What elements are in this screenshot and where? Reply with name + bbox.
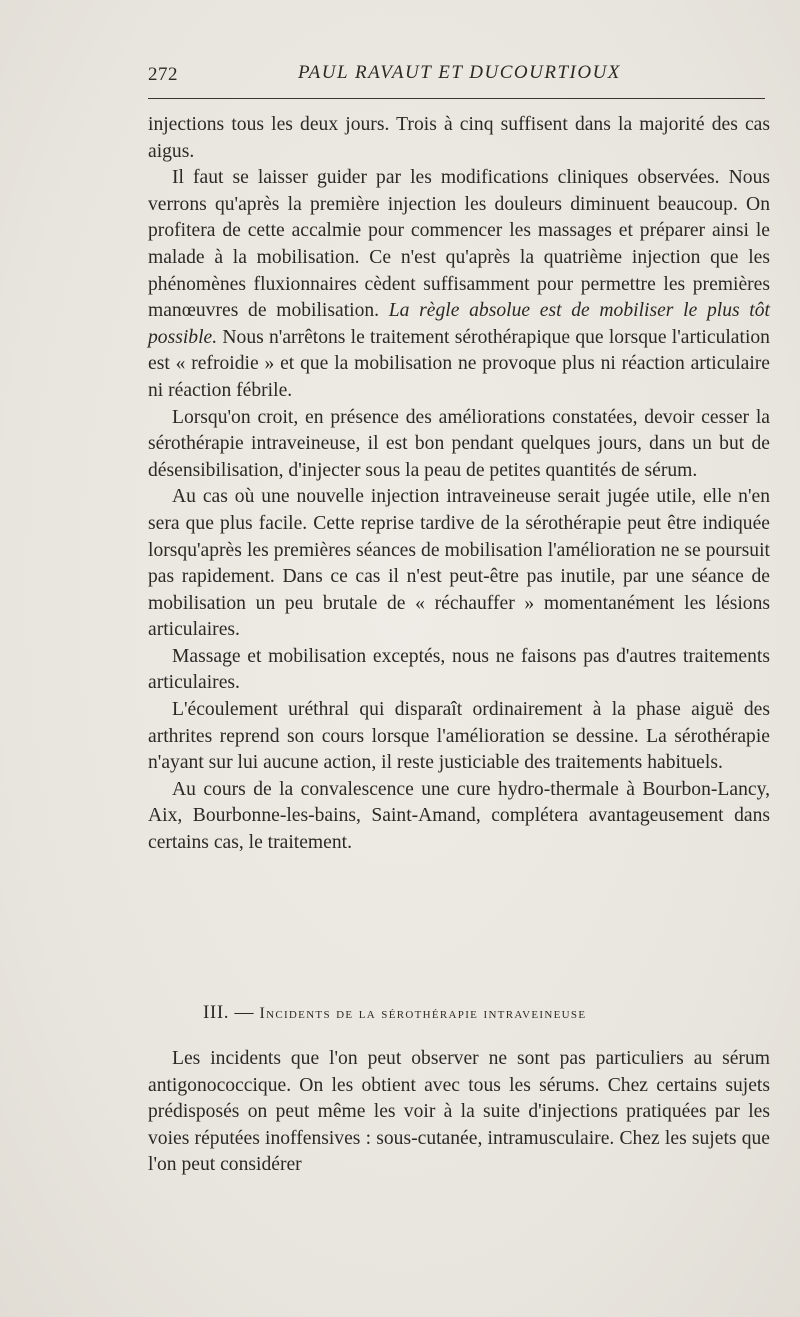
section-title: Incidents de la sérothérapie intraveineuse bbox=[259, 1005, 587, 1022]
emphasis-text: La règle absolue est de mobiliser le plus tôt possible. bbox=[148, 300, 770, 348]
section-heading bbox=[203, 1002, 763, 1024]
paragraph-text: Nous n'arrêtons le traitement sérothérapique que lorsque l'articulation est « refroidie » et que la mobilisation ne provoque plus ni réaction articulaire ni réaction fébrile. bbox=[148, 326, 770, 401]
page-number: 272 bbox=[148, 64, 178, 85]
paragraph-text: Il faut se laisser guider par les modifications cliniques observées. Nous verrons qu'après la première injection les douleurs diminuent beaucoup. On profitera de cette accalmie pour commencer les massages et préparer ainsi le malade à la mobilisation. Ce n'est qu'après la quatrième injection que les phénomènes fluxionnaires cèdent suffisamment pour permettre les premières manœuvres de mobilisation. bbox=[148, 167, 770, 322]
paragraph: Au cours de la convalescence une cure hydro-thermale à Bourbon-Lancy, Aix, Bourbonne-les-bains, Saint-Amand, complétera avantageusement dans certains cas, le traitement. bbox=[148, 778, 770, 854]
section-number: III. — bbox=[203, 1002, 255, 1023]
paragraph: L'écoulement uréthral qui disparaît ordinairement à la phase aiguë des arthrites reprend son cours lorsque l'amélioration se dessine. La sérothérapie n'ayant sur lui aucune action, il reste justiciable des traitements habituels. bbox=[148, 699, 770, 774]
paragraph: Lorsqu'on croit, en présence des améliorations constatées, devoir cesser la sérothérapie intraveineuse, il est bon pendant quelques jours, dans un but de désensibilisation, d'injecter sous la peau de petites quantités de sérum. bbox=[148, 406, 770, 481]
paragraph: injections tous les deux jours. Trois à cinq suffisent dans la majorité des cas aigus. bbox=[148, 114, 770, 162]
section-body-text bbox=[148, 1046, 770, 1179]
paragraph: Massage et mobilisation exceptés, nous ne faisons pas d'autres traitements articulaires. bbox=[148, 645, 770, 694]
body-text bbox=[148, 112, 770, 857]
page-header bbox=[148, 62, 768, 90]
paragraph: Les incidents que l'on peut observer ne sont pas particuliers au sérum antigonococcique. On les obtient avec tous les sérums. Chez certains sujets prédisposés on peut même les voir à la suite d'injections pratiquées par les voies réputées inoffensives : sous-cutanée, intramusculaire. Chez les sujets que l'on peut considérer bbox=[148, 1048, 770, 1176]
paragraph bbox=[148, 165, 770, 404]
header-rule bbox=[148, 98, 765, 99]
running-head: PAUL RAVAUT ET DUCOURTIOUX bbox=[298, 62, 621, 83]
paragraph: Au cas où une nouvelle injection intraveineuse serait jugée utile, elle n'en sera que plus facile. Cette reprise tardive de la sérothérapie peut être indiquée lorsqu'après les premières séances de mobilisation l'amélioration ne se poursuit pas rapidement. Dans ce cas il n'est peut-être pas inutile, par une séance de mobilisation un peu brutale de « réchauffer » momentanément les lésions articulaires. bbox=[148, 486, 770, 641]
